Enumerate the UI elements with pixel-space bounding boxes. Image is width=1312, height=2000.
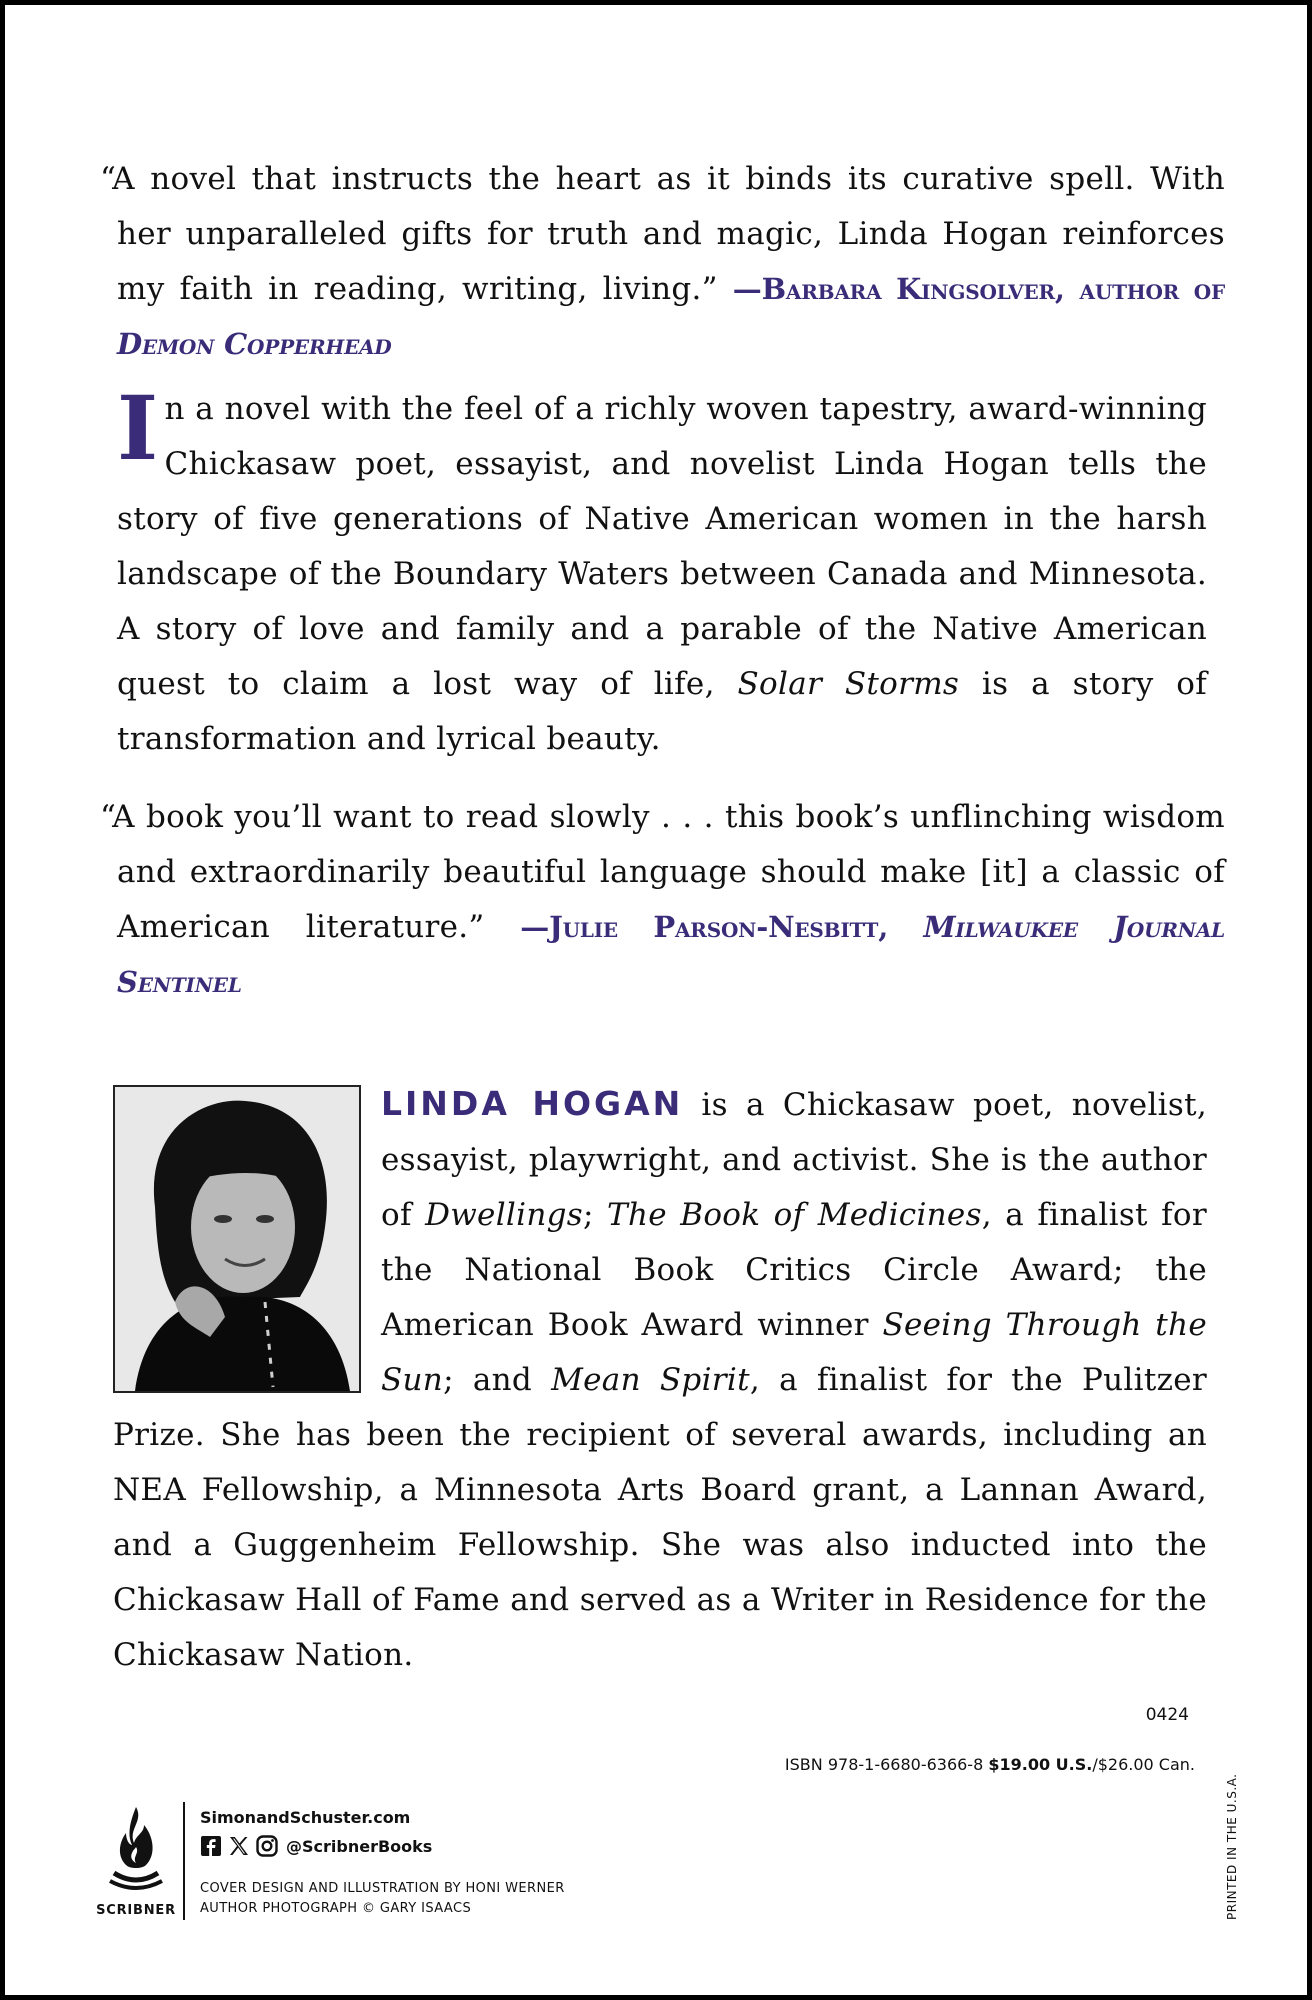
price-can: /$26.00 Can. bbox=[1092, 1755, 1195, 1774]
publisher-logo bbox=[91, 1803, 181, 1918]
attribution-name: —Julie Parson-Nesbitt, bbox=[520, 910, 924, 944]
isbn: ISBN 978-1-6680-6366-8 bbox=[784, 1755, 989, 1774]
photo-credit: AUTHOR PHOTOGRAPH © GARY ISAACS bbox=[200, 1901, 472, 1916]
scribner-flame-logo bbox=[106, 1803, 166, 1893]
book-description bbox=[117, 376, 1207, 767]
drop-cap: I bbox=[117, 376, 159, 480]
footer-divider bbox=[183, 1802, 185, 1920]
work-title: Seeing Through the Sun bbox=[381, 1307, 1207, 1398]
description-text: n a novel with the feel of a richly woven tapestry, award-winning Chickasaw poet, essayist, and novelist Linda Hogan tells the story of five generations of Native American women in the harsh landscape of the Boundary Waters between Canada and Minnesota. A story of love and family and a parable of the Native American quest to claim a lost way of life, bbox=[117, 391, 1207, 702]
instagram-icon bbox=[256, 1835, 278, 1857]
publisher-label: SCRIBNER bbox=[96, 1903, 176, 1918]
description-text-end: is a story of transformation and lyrical beauty. bbox=[117, 666, 1207, 757]
work-title: Mean Spirit bbox=[551, 1362, 750, 1398]
book-title: Solar Storms bbox=[737, 666, 960, 702]
social-handle: @ScribnerBooks bbox=[286, 1836, 433, 1856]
bio-text: , a finalist for the Pulitzer Prize. She has been the recipient of several awards, including an NEA Fellowship, a Minnesota Arts Board grant, a Lannan Award, and a Guggenheim Fellowship. She was also inducted into the Chickasaw Hall of Fame and served as a Writer in Residence for the Chickasaw Nation. bbox=[113, 1362, 1207, 1673]
facebook-icon bbox=[200, 1835, 222, 1857]
attribution-book-title: Demon Copperhead bbox=[117, 327, 392, 361]
work-title: Dwellings bbox=[425, 1197, 583, 1233]
price-us: $19.00 U.S. bbox=[988, 1755, 1093, 1774]
bio-text: , a finalist for the National Book Critics Circle Award; the American Book Award winner bbox=[381, 1197, 1207, 1343]
publisher-info bbox=[200, 1808, 565, 1919]
quote-text: “A novel that instructs the heart as it binds its curative spell. With her unparalleled gifts for truth and magic, Linda Hogan reinforces my faith in reading, writing, living.” bbox=[100, 161, 1225, 307]
social-links bbox=[200, 1835, 565, 1857]
cover-credit: COVER DESIGN AND ILLUSTRATION BY HONI WERNER bbox=[200, 1881, 565, 1896]
print-code: 0424 bbox=[1145, 1705, 1189, 1725]
bio-text: ; bbox=[582, 1197, 608, 1233]
work-title: The Book of Medicines bbox=[607, 1197, 982, 1233]
x-icon bbox=[228, 1835, 250, 1857]
attribution-publication: Milwaukee Journal Sentinel bbox=[117, 910, 1226, 999]
review-quote-parson-nesbitt bbox=[100, 790, 1225, 1010]
review-quote-kingsolver bbox=[100, 152, 1225, 372]
attribution-name: —Barbara Kingsolver, author of bbox=[732, 272, 1225, 306]
website-link: SimonandSchuster.com bbox=[200, 1808, 411, 1827]
bio-text: is a Chickasaw poet, novelist, essayist, playwright, and activist. She is the author of bbox=[381, 1087, 1207, 1233]
author-bio bbox=[113, 1076, 1207, 1683]
isbn-price bbox=[785, 1755, 1195, 1774]
printed-in-usa: PRINTED IN THE U.S.A. bbox=[1225, 1773, 1239, 1920]
quote-text: “A book you’ll want to read slowly . . . this book’s unflinching wisdom and extraordinarily beautiful language should make [it] a classic of American literature.” bbox=[100, 799, 1225, 945]
author-photo bbox=[113, 1085, 361, 1393]
author-name: LINDA HOGAN bbox=[381, 1084, 684, 1123]
bio-text: ; and bbox=[443, 1362, 552, 1398]
credits bbox=[200, 1879, 565, 1919]
